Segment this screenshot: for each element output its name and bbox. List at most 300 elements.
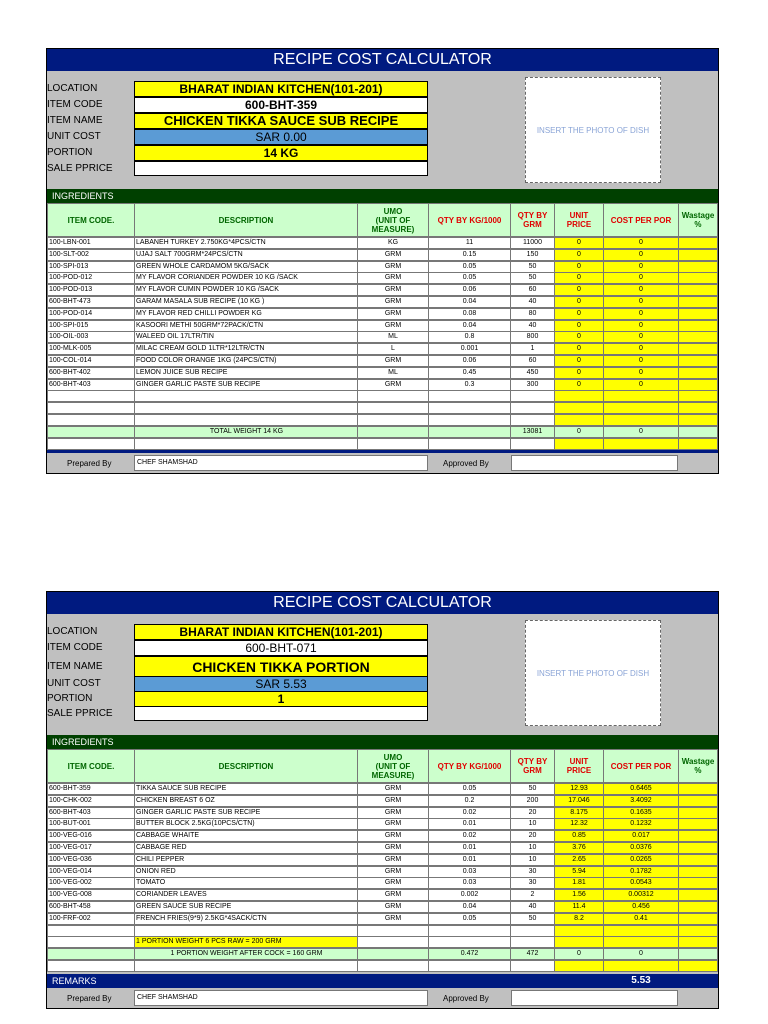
cell-qty-kg[interactable]: 0.8: [428, 331, 511, 343]
cell-qty-kg[interactable]: 0.05: [428, 913, 511, 925]
cell-unit-price[interactable]: 0: [554, 355, 604, 367]
cell-wastage[interactable]: [678, 889, 718, 901]
cell-qty-grm[interactable]: 2: [510, 889, 555, 901]
cell-description[interactable]: WALEED OIL 17LTR/TIN: [134, 331, 358, 343]
header-item-code: ITEM CODE.: [47, 203, 135, 237]
cell-cost-per-portion[interactable]: [603, 390, 679, 402]
cell-qty-grm[interactable]: [510, 390, 555, 402]
cell-qty-grm[interactable]: 60: [510, 355, 555, 367]
cell-qty-kg[interactable]: 0.06: [428, 355, 511, 367]
approved-by-value[interactable]: [511, 990, 678, 1006]
cell-description[interactable]: MILAC CREAM GOLD 1LTR*12LTR/CTN: [134, 343, 358, 355]
cell-wastage[interactable]: [678, 343, 718, 355]
portion-value[interactable]: 1: [134, 691, 428, 707]
cell-unit-price[interactable]: 11.4: [554, 901, 604, 913]
cell-unit-price[interactable]: 0.85: [554, 830, 604, 842]
cell-cost-per-portion[interactable]: 0.0376: [603, 842, 679, 854]
cell-wastage[interactable]: [678, 261, 718, 273]
cell-wastage[interactable]: [678, 237, 718, 249]
cell-qty-kg[interactable]: [428, 936, 511, 948]
cell-cost-per-portion[interactable]: 0: [603, 296, 679, 308]
cell-qty-grm[interactable]: 300: [510, 379, 555, 391]
cell-unit-price[interactable]: 0: [554, 272, 604, 284]
cell-description[interactable]: UJAJ SALT 700GRM*24PCS/CTN: [134, 249, 358, 261]
cell-cost-per-portion[interactable]: 0: [603, 379, 679, 391]
cell-description[interactable]: CHILI PEPPER: [134, 854, 358, 866]
cell-cost-per-portion[interactable]: 0: [603, 272, 679, 284]
cell-qty-kg[interactable]: 11: [428, 237, 511, 249]
location-value[interactable]: BHARAT INDIAN KITCHEN(101-201): [134, 624, 428, 640]
dish-photo-placeholder[interactable]: INSERT THE PHOTO OF DISH: [525, 620, 661, 726]
cell-umo[interactable]: [357, 438, 429, 450]
cell-qty-grm[interactable]: 50: [510, 261, 555, 273]
cell-description[interactable]: GREEN WHOLE CARDAMOM 5KG/SACK: [134, 261, 358, 273]
cell-qty-grm[interactable]: 40: [510, 320, 555, 332]
cell-qty-kg[interactable]: 0.01: [428, 818, 511, 830]
cell-description[interactable]: GREEN SAUCE SUB RECIPE: [134, 901, 358, 913]
cell-cost-per-portion[interactable]: [603, 936, 679, 948]
cell-wastage[interactable]: [678, 795, 718, 807]
cell-item-code[interactable]: [47, 402, 135, 414]
cell-description[interactable]: LABANEH TURKEY 2.750KG*4PCS/CTN: [134, 237, 358, 249]
cell-description[interactable]: BUTTER BLOCK 2.5KG(10PCS/CTN): [134, 818, 358, 830]
cell-wastage[interactable]: [678, 331, 718, 343]
cell-qty-kg[interactable]: 0.15: [428, 249, 511, 261]
cell-item-code[interactable]: 600-BHT-403: [47, 379, 135, 391]
cell-wastage[interactable]: [678, 272, 718, 284]
cell-umo[interactable]: GRM: [357, 284, 429, 296]
cell-cost-per-portion[interactable]: 0.6465: [603, 783, 679, 795]
cell-unit-price[interactable]: 0: [554, 367, 604, 379]
cell-unit-price[interactable]: 0: [554, 237, 604, 249]
cell-qty-kg[interactable]: 0.04: [428, 901, 511, 913]
cell-qty-kg[interactable]: 0.06: [428, 284, 511, 296]
location-value[interactable]: BHARAT INDIAN KITCHEN(101-201): [134, 81, 428, 97]
cell-description[interactable]: CHICKEN BREAST 6 OZ: [134, 795, 358, 807]
cell-qty-grm[interactable]: 30: [510, 877, 555, 889]
cell-description[interactable]: ONION RED: [134, 866, 358, 878]
cell-item-code[interactable]: 100-VEG-036: [47, 854, 135, 866]
cell-qty-kg[interactable]: [428, 925, 511, 937]
cell-item-code[interactable]: 600-BHT-473: [47, 296, 135, 308]
cell-unit-price[interactable]: 12.93: [554, 783, 604, 795]
cell-unit-price[interactable]: 0: [554, 261, 604, 273]
total-umo[interactable]: [357, 426, 429, 438]
cell-cost-per-portion[interactable]: 0: [603, 331, 679, 343]
cell-unit-price[interactable]: 0: [554, 379, 604, 391]
cell-item-code[interactable]: 100-POD-014: [47, 308, 135, 320]
cell-description[interactable]: GINGER GARLIC PASTE SUB RECIPE: [134, 379, 358, 391]
cell-item-code[interactable]: 100-VEG-016: [47, 830, 135, 842]
cell-cost-per-portion[interactable]: 0: [603, 237, 679, 249]
total-description[interactable]: TOTAL WEIGHT 14 KG: [134, 426, 358, 438]
total-qty-kg[interactable]: 0.472: [428, 948, 511, 960]
cell-wastage[interactable]: [678, 925, 718, 937]
header-wastage: Wastage %: [678, 203, 718, 237]
cell-cost-per-portion[interactable]: [603, 925, 679, 937]
cell-umo[interactable]: GRM: [357, 830, 429, 842]
cell-unit-price[interactable]: [554, 960, 604, 972]
cell-description[interactable]: [134, 438, 358, 450]
cell-unit-price[interactable]: 1.81: [554, 877, 604, 889]
cell-description[interactable]: TOMATO: [134, 877, 358, 889]
cell-qty-grm[interactable]: 40: [510, 901, 555, 913]
total-unit-price[interactable]: 0: [554, 426, 604, 438]
total-item-code[interactable]: [47, 948, 135, 960]
remarks-total: 5.53: [631, 975, 651, 986]
cell-wastage[interactable]: [678, 414, 718, 426]
cell-description[interactable]: TIKKA SAUCE SUB RECIPE: [134, 783, 358, 795]
cell-qty-kg[interactable]: [428, 414, 511, 426]
cell-cost-per-portion[interactable]: 0.1635: [603, 807, 679, 819]
cell-item-code[interactable]: 100-SPI-015: [47, 320, 135, 332]
cell-cost-per-portion[interactable]: 0: [603, 308, 679, 320]
cell-wastage[interactable]: [678, 249, 718, 261]
cell-cost-per-portion[interactable]: 0.1232: [603, 818, 679, 830]
cell-wastage[interactable]: [678, 818, 718, 830]
cell-cost-per-portion[interactable]: 0.00312: [603, 889, 679, 901]
cell-wastage[interactable]: [678, 379, 718, 391]
cell-description[interactable]: MY FLAVOR CORIANDER POWDER 10 KG /SACK: [134, 272, 358, 284]
prepared-by-value[interactable]: CHEF SHAMSHAD: [134, 990, 428, 1006]
cell-unit-price[interactable]: 0: [554, 284, 604, 296]
cell-unit-price[interactable]: 0: [554, 320, 604, 332]
cell-wastage[interactable]: [678, 296, 718, 308]
cell-wastage[interactable]: [678, 960, 718, 972]
cell-qty-kg[interactable]: [428, 390, 511, 402]
cell-wastage[interactable]: [678, 936, 718, 948]
cell-unit-price[interactable]: 0: [554, 343, 604, 355]
cell-unit-price[interactable]: [554, 402, 604, 414]
cell-description[interactable]: GINGER GARLIC PASTE SUB RECIPE: [134, 807, 358, 819]
cell-umo[interactable]: ML: [357, 367, 429, 379]
sale-price-value[interactable]: [134, 706, 428, 721]
cell-description[interactable]: KASOORI METHI 50GRM*72PACK/CTN: [134, 320, 358, 332]
cell-item-code[interactable]: 100-SPI-013: [47, 261, 135, 273]
cell-qty-grm[interactable]: 80: [510, 308, 555, 320]
cell-unit-price[interactable]: 2.65: [554, 854, 604, 866]
cell-unit-price[interactable]: 12.32: [554, 818, 604, 830]
cell-unit-price[interactable]: 0: [554, 331, 604, 343]
cell-wastage[interactable]: [678, 913, 718, 925]
cell-unit-price[interactable]: 17.046: [554, 795, 604, 807]
cell-cost-per-portion[interactable]: 0: [603, 320, 679, 332]
cell-umo[interactable]: GRM: [357, 854, 429, 866]
cell-description[interactable]: [134, 925, 358, 937]
cell-item-code[interactable]: [47, 960, 135, 972]
cell-item-code[interactable]: 600-BHT-359: [47, 783, 135, 795]
cell-umo[interactable]: GRM: [357, 249, 429, 261]
cell-umo[interactable]: GRM: [357, 877, 429, 889]
cell-description[interactable]: CORIANDER LEAVES: [134, 889, 358, 901]
cell-qty-kg[interactable]: 0.04: [428, 296, 511, 308]
cell-item-code[interactable]: [47, 936, 135, 948]
signature-row: [47, 455, 718, 472]
cell-item-code[interactable]: 100-OIL-003: [47, 331, 135, 343]
cell-qty-grm[interactable]: [510, 414, 555, 426]
cell-item-code[interactable]: 100-FRF-002: [47, 913, 135, 925]
cell-wastage[interactable]: [678, 842, 718, 854]
cell-unit-price[interactable]: 5.94: [554, 866, 604, 878]
cell-qty-kg[interactable]: [428, 402, 511, 414]
cell-qty-kg[interactable]: 0.05: [428, 272, 511, 284]
total-cost-per-portion[interactable]: 0: [603, 948, 679, 960]
cell-description[interactable]: CABBAGE RED: [134, 842, 358, 854]
cell-item-code[interactable]: 100-VEG-014: [47, 866, 135, 878]
cell-wastage[interactable]: [678, 284, 718, 296]
cell-item-code[interactable]: 100-VEG-002: [47, 877, 135, 889]
cell-wastage[interactable]: [678, 355, 718, 367]
cell-qty-grm[interactable]: [510, 960, 555, 972]
cell-qty-kg[interactable]: 0.45: [428, 367, 511, 379]
cell-wastage[interactable]: [678, 866, 718, 878]
unit-cost-value[interactable]: SAR 0.00: [134, 129, 428, 145]
cell-qty-grm[interactable]: 40: [510, 296, 555, 308]
total-wastage[interactable]: [678, 948, 718, 960]
cell-description[interactable]: FOOD COLOR ORANGE 1KG (24PCS/CTN): [134, 355, 358, 367]
total-cost-per-portion[interactable]: 0: [603, 426, 679, 438]
total-item-code[interactable]: [47, 426, 135, 438]
cell-qty-grm[interactable]: 20: [510, 830, 555, 842]
cell-cost-per-portion[interactable]: 0: [603, 261, 679, 273]
item-name-value[interactable]: CHICKEN TIKKA SAUCE SUB RECIPE: [134, 113, 428, 129]
cell-cost-per-portion[interactable]: 0: [603, 355, 679, 367]
unit-cost-value[interactable]: SAR 5.53: [134, 676, 428, 692]
cell-qty-kg[interactable]: 0.03: [428, 877, 511, 889]
total-umo[interactable]: [357, 948, 429, 960]
cell-cost-per-portion[interactable]: [603, 402, 679, 414]
cell-unit-price[interactable]: [554, 438, 604, 450]
cell-wastage[interactable]: [678, 783, 718, 795]
cell-cost-per-portion[interactable]: 0.41: [603, 913, 679, 925]
cell-umo[interactable]: [357, 390, 429, 402]
cell-unit-price[interactable]: 0: [554, 249, 604, 261]
cell-cost-per-portion[interactable]: 0.1782: [603, 866, 679, 878]
cell-cost-per-portion[interactable]: 0.0543: [603, 877, 679, 889]
item-code-value[interactable]: 600-BHT-359: [134, 97, 428, 113]
total-qty-grm[interactable]: 472: [510, 948, 555, 960]
cell-qty-grm[interactable]: 450: [510, 367, 555, 379]
cell-qty-grm[interactable]: 30: [510, 866, 555, 878]
cell-unit-price[interactable]: [554, 925, 604, 937]
cell-item-code[interactable]: 600-BHT-458: [47, 901, 135, 913]
cell-umo[interactable]: GRM: [357, 308, 429, 320]
cell-wastage[interactable]: [678, 367, 718, 379]
cell-umo[interactable]: GRM: [357, 901, 429, 913]
cell-unit-price[interactable]: 8.2: [554, 913, 604, 925]
cell-umo[interactable]: GRM: [357, 320, 429, 332]
item-code-value[interactable]: 600-BHT-071: [134, 640, 428, 656]
cell-qty-grm[interactable]: 50: [510, 913, 555, 925]
cell-qty-grm[interactable]: 200: [510, 795, 555, 807]
cell-umo[interactable]: GRM: [357, 889, 429, 901]
cell-item-code[interactable]: 100-MLK-005: [47, 343, 135, 355]
cell-qty-kg[interactable]: [428, 438, 511, 450]
cell-wastage[interactable]: [678, 830, 718, 842]
cell-unit-price[interactable]: 1.56: [554, 889, 604, 901]
cell-description[interactable]: [134, 390, 358, 402]
cell-wastage[interactable]: [678, 877, 718, 889]
cell-item-code[interactable]: 100-COL-014: [47, 355, 135, 367]
cell-item-code[interactable]: [47, 414, 135, 426]
cell-umo[interactable]: GRM: [357, 355, 429, 367]
total-qty-grm[interactable]: 13081: [510, 426, 555, 438]
cell-cost-per-portion[interactable]: 0: [603, 284, 679, 296]
cell-description[interactable]: CABBAGE WHAITE: [134, 830, 358, 842]
cell-qty-grm[interactable]: 800: [510, 331, 555, 343]
cell-qty-grm[interactable]: 10: [510, 854, 555, 866]
cell-qty-kg[interactable]: 0.3: [428, 379, 511, 391]
cell-description[interactable]: LEMON JUICE SUB RECIPE: [134, 367, 358, 379]
item-code-label: ITEM CODE: [47, 642, 103, 653]
cell-qty-grm[interactable]: 10: [510, 818, 555, 830]
cell-umo[interactable]: GRM: [357, 272, 429, 284]
sale-price-value[interactable]: [134, 161, 428, 176]
cell-qty-kg[interactable]: 0.03: [428, 866, 511, 878]
portion-value[interactable]: 14 KG: [134, 145, 428, 161]
cell-cost-per-portion[interactable]: 0: [603, 249, 679, 261]
cell-cost-per-portion[interactable]: [603, 414, 679, 426]
cell-wastage[interactable]: [678, 308, 718, 320]
cell-description[interactable]: GARAM MASALA SUB RECIPE (10 KG ): [134, 296, 358, 308]
cell-description[interactable]: MY FLAVOR CUMIN POWDER 10 KG /SACK: [134, 284, 358, 296]
cell-cost-per-portion[interactable]: [603, 960, 679, 972]
cell-item-code[interactable]: 100-POD-013: [47, 284, 135, 296]
prepared-by-value[interactable]: CHEF SHAMSHAD: [134, 455, 428, 471]
total-qty-kg[interactable]: [428, 426, 511, 438]
total-description[interactable]: 1 PORTION WEIGHT AFTER COCK = 160 GRM: [134, 948, 358, 960]
cell-wastage[interactable]: [678, 402, 718, 414]
cell-item-code[interactable]: 100-CHK-002: [47, 795, 135, 807]
cell-unit-price[interactable]: 8.175: [554, 807, 604, 819]
cell-item-code[interactable]: 100-POD-012: [47, 272, 135, 284]
cell-qty-grm[interactable]: 60: [510, 284, 555, 296]
cell-umo[interactable]: [357, 925, 429, 937]
cell-umo[interactable]: [357, 960, 429, 972]
cell-cost-per-portion[interactable]: 0.0265: [603, 854, 679, 866]
cell-umo[interactable]: GRM: [357, 807, 429, 819]
cell-umo[interactable]: GRM: [357, 795, 429, 807]
cell-unit-price[interactable]: 0: [554, 308, 604, 320]
cell-wastage[interactable]: [678, 901, 718, 913]
cell-qty-grm[interactable]: 1: [510, 343, 555, 355]
cell-qty-grm[interactable]: [510, 936, 555, 948]
cell-qty-grm[interactable]: 11000: [510, 237, 555, 249]
cell-umo[interactable]: GRM: [357, 913, 429, 925]
cell-qty-grm[interactable]: 50: [510, 272, 555, 284]
cell-qty-kg[interactable]: 0.05: [428, 261, 511, 273]
cell-item-code[interactable]: 600-BHT-402: [47, 367, 135, 379]
cell-qty-kg[interactable]: 0.001: [428, 343, 511, 355]
cell-umo[interactable]: KG: [357, 237, 429, 249]
cell-unit-price[interactable]: [554, 936, 604, 948]
cell-qty-kg[interactable]: 0.04: [428, 320, 511, 332]
cell-description[interactable]: MY FLAVOR RED CHILLI POWDER KG: [134, 308, 358, 320]
cell-item-code[interactable]: 100-LBN-001: [47, 237, 135, 249]
cell-item-code[interactable]: [47, 390, 135, 402]
cell-wastage[interactable]: [678, 438, 718, 450]
cell-cost-per-portion[interactable]: 3.4092: [603, 795, 679, 807]
cell-umo[interactable]: GRM: [357, 818, 429, 830]
cell-unit-price[interactable]: 0: [554, 296, 604, 308]
cell-description[interactable]: [134, 414, 358, 426]
portion-label: PORTION: [47, 693, 93, 704]
sale-price-label: SALE PPRICE: [47, 163, 113, 174]
cell-umo[interactable]: GRM: [357, 783, 429, 795]
cell-umo[interactable]: ML: [357, 331, 429, 343]
cell-cost-per-portion[interactable]: 0.017: [603, 830, 679, 842]
cell-umo[interactable]: [357, 414, 429, 426]
cell-item-code[interactable]: 100-VEG-008: [47, 889, 135, 901]
cell-unit-price[interactable]: [554, 390, 604, 402]
item-name-value[interactable]: CHICKEN TIKKA PORTION: [134, 656, 428, 678]
cell-qty-grm[interactable]: 20: [510, 807, 555, 819]
cell-qty-kg[interactable]: [428, 960, 511, 972]
cell-item-code[interactable]: 600-BHT-403: [47, 807, 135, 819]
cell-umo[interactable]: GRM: [357, 866, 429, 878]
cell-umo[interactable]: GRM: [357, 842, 429, 854]
cell-qty-grm[interactable]: [510, 925, 555, 937]
total-wastage[interactable]: [678, 426, 718, 438]
dish-photo-placeholder[interactable]: INSERT THE PHOTO OF DISH: [525, 77, 661, 183]
cell-description[interactable]: 1 PORTION WEIGHT 6 PCS RAW = 200 GRM: [134, 936, 358, 948]
cell-qty-kg[interactable]: 0.02: [428, 830, 511, 842]
cell-unit-price[interactable]: 3.76: [554, 842, 604, 854]
cell-cost-per-portion[interactable]: 0: [603, 343, 679, 355]
cell-cost-per-portion[interactable]: [603, 438, 679, 450]
ingredients-bar: INGREDIENTS: [47, 189, 718, 203]
cell-umo[interactable]: GRM: [357, 379, 429, 391]
approved-by-value[interactable]: [511, 455, 678, 471]
cell-umo[interactable]: GRM: [357, 296, 429, 308]
cell-umo[interactable]: GRM: [357, 261, 429, 273]
cell-qty-kg[interactable]: 0.05: [428, 783, 511, 795]
cell-item-code[interactable]: 100-VEG-017: [47, 842, 135, 854]
cell-umo[interactable]: [357, 402, 429, 414]
cell-qty-kg[interactable]: 0.08: [428, 308, 511, 320]
cell-qty-kg[interactable]: 0.01: [428, 842, 511, 854]
total-unit-price[interactable]: 0: [554, 948, 604, 960]
cell-umo[interactable]: [357, 936, 429, 948]
cell-description[interactable]: FRENCH FRIES(9*9) 2.5KG*4SACK/CTN: [134, 913, 358, 925]
cell-qty-grm[interactable]: [510, 402, 555, 414]
cell-unit-price[interactable]: [554, 414, 604, 426]
cell-item-code[interactable]: [47, 438, 135, 450]
cell-description[interactable]: [134, 960, 358, 972]
cell-qty-kg[interactable]: 0.01: [428, 854, 511, 866]
cell-qty-grm[interactable]: [510, 438, 555, 450]
cell-qty-grm[interactable]: 150: [510, 249, 555, 261]
cell-qty-grm[interactable]: 10: [510, 842, 555, 854]
cell-cost-per-portion[interactable]: 0.456: [603, 901, 679, 913]
cell-qty-kg[interactable]: 0.2: [428, 795, 511, 807]
cell-item-code[interactable]: [47, 925, 135, 937]
cell-description[interactable]: [134, 402, 358, 414]
cell-wastage[interactable]: [678, 854, 718, 866]
sale-price-label: SALE PPRICE: [47, 708, 113, 719]
cell-qty-grm[interactable]: 50: [510, 783, 555, 795]
cell-cost-per-portion[interactable]: 0: [603, 367, 679, 379]
cell-wastage[interactable]: [678, 320, 718, 332]
cell-wastage[interactable]: [678, 390, 718, 402]
cell-item-code[interactable]: 100-SLT-002: [47, 249, 135, 261]
cell-wastage[interactable]: [678, 807, 718, 819]
header-qty-grm: QTY BY GRM: [510, 749, 555, 783]
cell-qty-kg[interactable]: 0.002: [428, 889, 511, 901]
cell-umo[interactable]: L: [357, 343, 429, 355]
cell-item-code[interactable]: 100-BUT-001: [47, 818, 135, 830]
cell-qty-kg[interactable]: 0.02: [428, 807, 511, 819]
